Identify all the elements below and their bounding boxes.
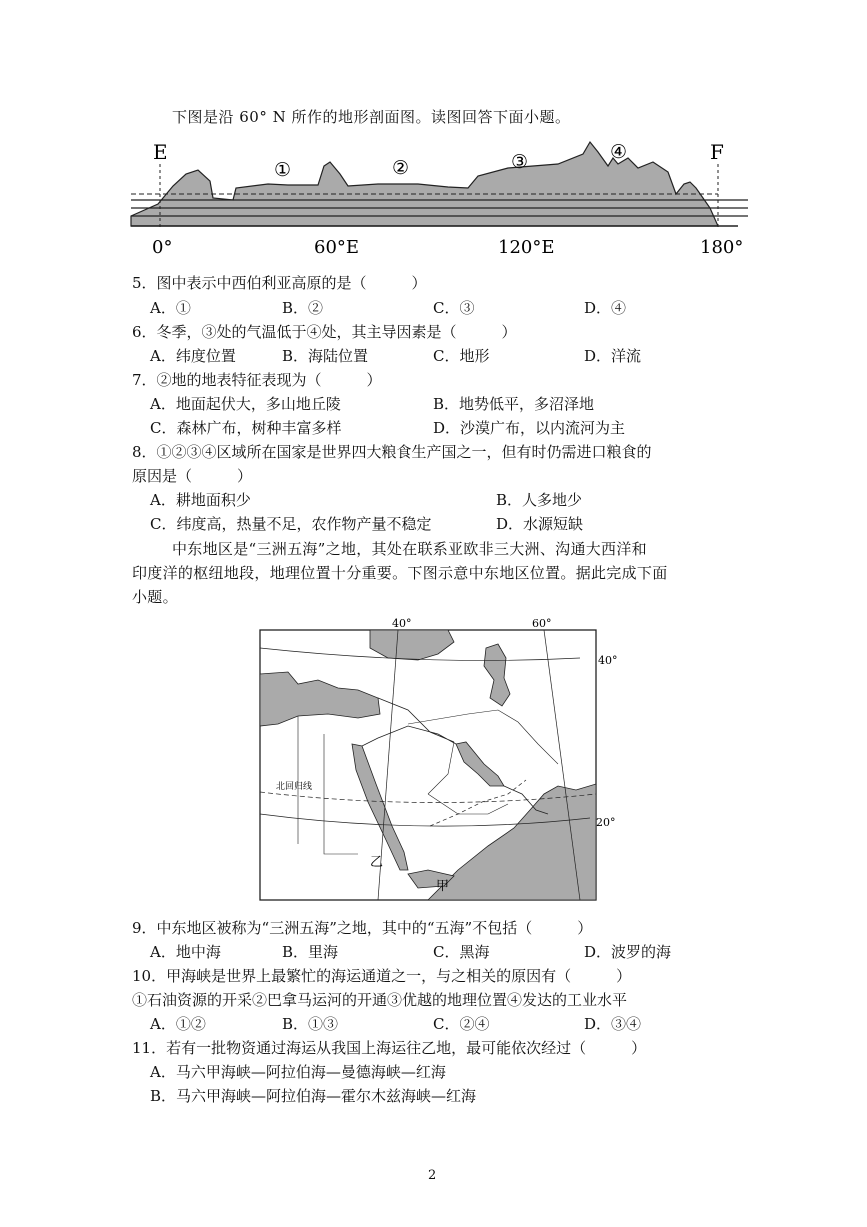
question-8-stem-line1: 8．①②③④区域所在国家是世界四大粮食生产国之一，但有时仍需进口粮食的 [132,443,652,461]
q9-option-a[interactable]: A．地中海 [150,943,221,961]
question-6-stem: 6．冬季，③处的气温低于④处，其主导因素是（ ） [132,323,517,341]
q8-option-d[interactable]: D．水源短缺 [496,515,584,533]
question-7-stem: 7．②地的地表特征表现为（ ） [132,371,382,389]
q5-option-d[interactable]: D．④ [584,299,627,317]
q11-option-b[interactable]: B．马六甲海峡—阿拉伯海—霍尔木兹海峡—红海 [150,1087,477,1105]
q7-option-b[interactable]: B．地势低平，多沼泽地 [433,395,595,413]
q7-option-d[interactable]: D．沙漠广布，以内流河为主 [433,419,626,437]
q7-option-c[interactable]: C．森林广布，树种丰富多样 [150,419,342,437]
q5-option-a[interactable]: A．① [150,299,191,317]
region-2: ② [392,157,410,179]
q7-option-a[interactable]: A．地面起伏大，多山地丘陵 [150,395,341,413]
intro-text: 下图是沿 60° N 所作的地形剖面图。读图回答下面小题。 [172,108,571,126]
tick-60e: 60°E [314,237,360,258]
lon-label-60: 60° [532,617,552,630]
lat-label-20: 20° [596,816,616,829]
region-3: ③ [511,151,529,173]
question-11-stem: 11．若有一批物资通过海运从我国上海运往乙地，最可能依次经过（ ） [132,1039,647,1057]
passage-line-3: 小题。 [132,588,178,606]
region-1: ① [274,159,292,181]
place-yi: 乙 [370,855,384,870]
q10-option-c[interactable]: C．②④ [433,1015,490,1033]
page-number: 2 [428,1168,437,1183]
question-9-stem: 9．中东地区被称为“三洲五海”之地，其中的“五海”不包括（ ） [132,919,593,937]
q10-option-a[interactable]: A．①② [150,1015,206,1033]
q8-option-a[interactable]: A．耕地面积少 [150,491,251,509]
region-4: ④ [610,141,628,163]
q10-option-b[interactable]: B．①③ [282,1015,339,1033]
q6-option-b[interactable]: B．海陆位置 [282,347,369,365]
question-10-factors: ①石油资源的开采②巴拿马运河的开通③优越的地理位置④发达的工业水平 [132,991,628,1009]
q11-option-a[interactable]: A．马六甲海峡—阿拉伯海—曼德海峡—红海 [150,1063,446,1081]
tick-0: 0° [152,237,173,258]
question-10-stem: 10．甲海峡是世界上最繁忙的海运通道之一，与之相关的原因有（ ） [132,967,632,985]
middle-east-map [258,614,618,904]
lat-label-40: 40° [598,654,618,667]
terrain-profile-figure [128,136,754,258]
q9-option-b[interactable]: B．里海 [282,943,339,961]
q5-option-b[interactable]: B．② [282,299,324,317]
tick-180: 180° [700,237,744,258]
q9-option-d[interactable]: D．波罗的海 [584,943,672,961]
q9-option-c[interactable]: C．黑海 [433,943,490,961]
lon-label-40: 40° [392,617,412,630]
q6-option-a[interactable]: A．纬度位置 [150,347,236,365]
question-8-stem-line2: 原因是（ ） [132,467,253,485]
q8-option-c[interactable]: C．纬度高，热量不足，农作物产量不稳定 [150,515,432,533]
q6-option-d[interactable]: D．洋流 [584,347,642,365]
label-f: F [710,140,724,164]
passage-line-2: 印度洋的枢纽地段，地理位置十分重要。下图示意中东地区位置。据此完成下面 [132,564,668,582]
tick-120e: 120°E [498,237,555,258]
q5-option-c[interactable]: C．③ [433,299,475,317]
place-jia: 甲 [436,879,450,894]
passage-line-1: 中东地区是“三洲五海”之地，其处在联系亚欧非三大洲、沟通大西洋和 [172,540,647,558]
q10-option-d[interactable]: D．③④ [584,1015,642,1033]
tropic-label: 北回归线 [276,782,313,792]
terrain-fill [131,142,718,226]
label-e: E [153,140,168,164]
q8-option-b[interactable]: B．人多地少 [496,491,583,509]
question-5-stem: 5．图中表示中西伯利亚高原的是（ ） [132,274,427,292]
q6-option-c[interactable]: C．地形 [433,347,490,365]
